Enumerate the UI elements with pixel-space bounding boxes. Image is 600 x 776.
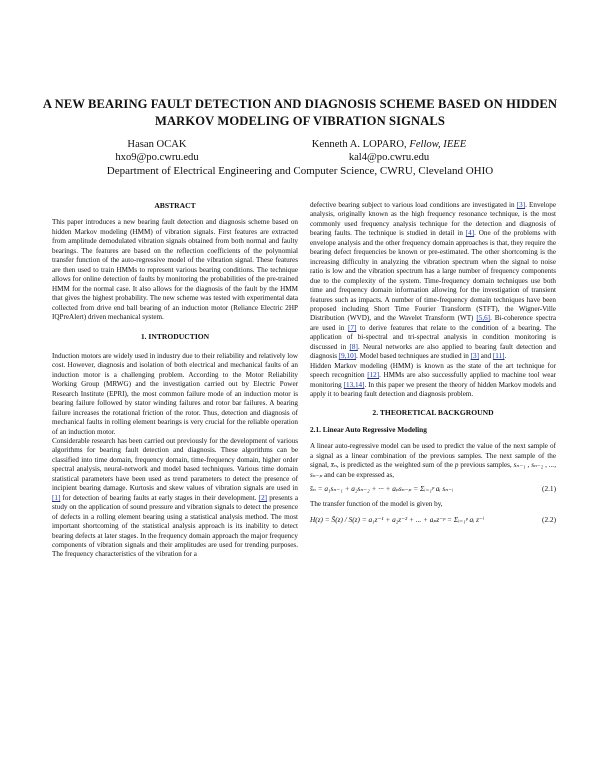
right-paragraph-1: defective bearing subject to various load conditions are investigated in [3]. Envelope analysis, originally known as the high frequency resonance technique, is the most commonly used frequency analysis technique for the detection and diagnosis of bearing faults. The technique is studied in detail in [4]. One of the problems with envelope analysis and the other frequency domain approaches is that, they require the bearing defect frequencies be known or pre-estimated. The other shortcoming is the increasing difficulty in analyzing the vibration spectrum when the signal to noise ratio is low and the vibration spectrum has a large number of frequency components due to the complexity of the system. Time-frequency domain techniques use both time and frequency domain information allowing for the investigation of transient features such as impacts. A number of time-frequency domain techniques have been proposed including Short Time Fourier Transform (STFT), the Wigner-Ville Distribution (WVD), and the Wavelet Transform (WT) [5,6]. Bi-coherence spectra are used in [7] to derive features that relate to the condition of a bearing. The application of bi-spectral and tri-spectral analysis in condition monitoring is discussed in [8]. Neural networks are also applied to bearing fault detection and diagnosis [9,10]. Model based techniques are studied in [3] and [11]. xyxy=(310,201,557,361)
abstract-text: This paper introduces a new bearing fault detection and diagnosis scheme based on hidden Markov modeling (HMM) of vibration signals. First features are extracted from amplitude demodulated vibration signals obtained from both normal and faulty bearings. The features are based on the reflection coefficients of the polynomial transfer function of the auto-regressive model of the vibration signal. These features are then used to train HMMs to represent various bearing conditions. The technique allows for online detection of faults by monitoring the probabilities of the pre-trained HMM for the normal case. It also allows for the diagnosis of the fault by the HMM that gives the highest probability. The new scheme was tested with experimental data collected from drive end ball bearing of an induction motor (Reliance Electric 2HP IQPreAlert) driven mechanical system. xyxy=(52,218,298,321)
author-1-name: Hasan OCAK xyxy=(127,139,187,150)
equation-2-1-number: (2.1) xyxy=(542,484,556,494)
right-paragraph-4: The transfer function of the model is given by, xyxy=(310,499,443,508)
paper-title: A NEW BEARING FAULT DETECTION AND DIAGNOSIS SCHEME BASED ON HIDDEN MARKOV MODELING OF VIBRATION SIGNALS xyxy=(42,97,558,128)
author-2-title: Fellow, IEEE xyxy=(409,139,467,150)
citation-link[interactable]: [9,10] xyxy=(338,352,357,361)
intro-heading: 1. INTRODUCTION xyxy=(140,332,210,342)
citation-link[interactable]: [2] xyxy=(258,493,268,502)
right-column xyxy=(310,201,556,525)
author-1 xyxy=(92,138,222,164)
right-paragraph-3: A linear auto-regressive model can be used to predict the value of the next sample of a signal as a linear combination of the previous samples. The next sample of the signal, x̄ₙ, is predicted as the weighted sum of the p previous samples, sₙ₋₁ , sₙ₋₂ , ..., sₙ₋ₚ and can be expressed as, xyxy=(310,442,556,479)
citation-link[interactable]: [7] xyxy=(348,323,357,332)
subsection-heading: 2.1. Linear Auto Regressive Modeling xyxy=(310,424,427,434)
author-1-email: hxo9@po.cwru.edu xyxy=(115,152,199,163)
citation-link[interactable]: [8] xyxy=(349,342,358,351)
intro-paragraph-2: Considerable research has been carried out previously for the development of various algorithms for bearing fault detection and diagnosis. These algorithms can be classified into time domain, frequency domain, time-frequency domain, higher order spectral analysis, neural-network and model based techniques. Various time domain statistical parameters have been used as trend parameters to detect the presence of incipient bearing damage. Kurtosis and skew values of vibration signals are used in [1] for detection of bearing faults at early stages in their development. [2] presents a study on the application of sound pressure and vibration signals to detect the presence of defects in a rolling element bearing using a statistical analysis method. The most important shortcoming of the statistical analysis approach is its inability to detect bearing defects at later stages. In the frequency domain approach the major frequency components of vibration signals and their amplitudes are used for trending purposes. The frequency characteristics of the vibration for a xyxy=(52,436,298,559)
author-2-name: Kenneth A. LOPARO, xyxy=(311,139,407,150)
citation-link[interactable]: [3] xyxy=(470,352,479,361)
abstract-heading: ABSTRACT xyxy=(154,201,196,210)
section-2-heading: 2. THEORETICAL BACKGROUND xyxy=(372,407,494,417)
equation-2-2 xyxy=(310,515,556,524)
citation-link[interactable]: [12] xyxy=(367,371,380,380)
right-paragraph-2: Hidden Markov modeling (HMM) is known as the state of the art technique for speech recognition [12]. HMMs are also successfully applied to machine tool wear monitoring [13,14]. In this paper we present the theory of hidden Markov models and apply it to bearing fault detection and diagnosis problem. xyxy=(310,361,556,399)
equation-2-1-body: s̄ₙ = a₁sₙ₋₁ + a₂sₙ₋₂ + ··· + aₚsₙ₋ₚ = Σᵢ₌₁ᵖ aᵢ sₙ₋ᵢ xyxy=(310,484,454,494)
citation-link[interactable]: [11] xyxy=(492,352,505,361)
author-2 xyxy=(284,138,494,164)
citation-link[interactable]: [4] xyxy=(465,229,475,238)
equation-2-2-number: (2.2) xyxy=(542,515,556,525)
affiliation: Department of Electrical Engineering and Computer Science, CWRU, Cleveland OHIO xyxy=(106,165,494,177)
equation-2-1 xyxy=(310,484,556,493)
citation-link[interactable]: [13,14] xyxy=(343,380,365,389)
left-column xyxy=(52,201,298,560)
citation-link[interactable]: [5,6] xyxy=(476,314,491,323)
author-2-email: kal4@po.cwru.edu xyxy=(348,152,430,163)
intro-paragraph-1: Induction motors are widely used in industry due to their reliability and relatively low cost. However, diagnosis and isolation of both electrical and mechanical faults of an induction motor is a challenging problem. According to the Motor Reliability Working Group (MRWG) and the investigation carried out by Electric Power Research Institute (EPRI), the most common failure mode of an induction motor is bearing failure followed by stator winding failures and rotor bar failures. A bearing failure increases the rotational friction of the rotor. Thus, detection and diagnosis of mechanical faults in rolling element bearings is very crucial for the reliable operation of an induction motor. xyxy=(52,351,298,436)
equation-2-2-body: H(z) = S̄(z) / S(z) = a₁z⁻¹ + a₂z⁻² + ... + aₚz⁻ᵖ = Σᵢ₌₁ᵖ aᵢ z⁻ⁱ xyxy=(310,515,485,525)
citation-link[interactable]: [1] xyxy=(52,493,61,502)
citation-link[interactable]: [3] xyxy=(516,201,526,209)
